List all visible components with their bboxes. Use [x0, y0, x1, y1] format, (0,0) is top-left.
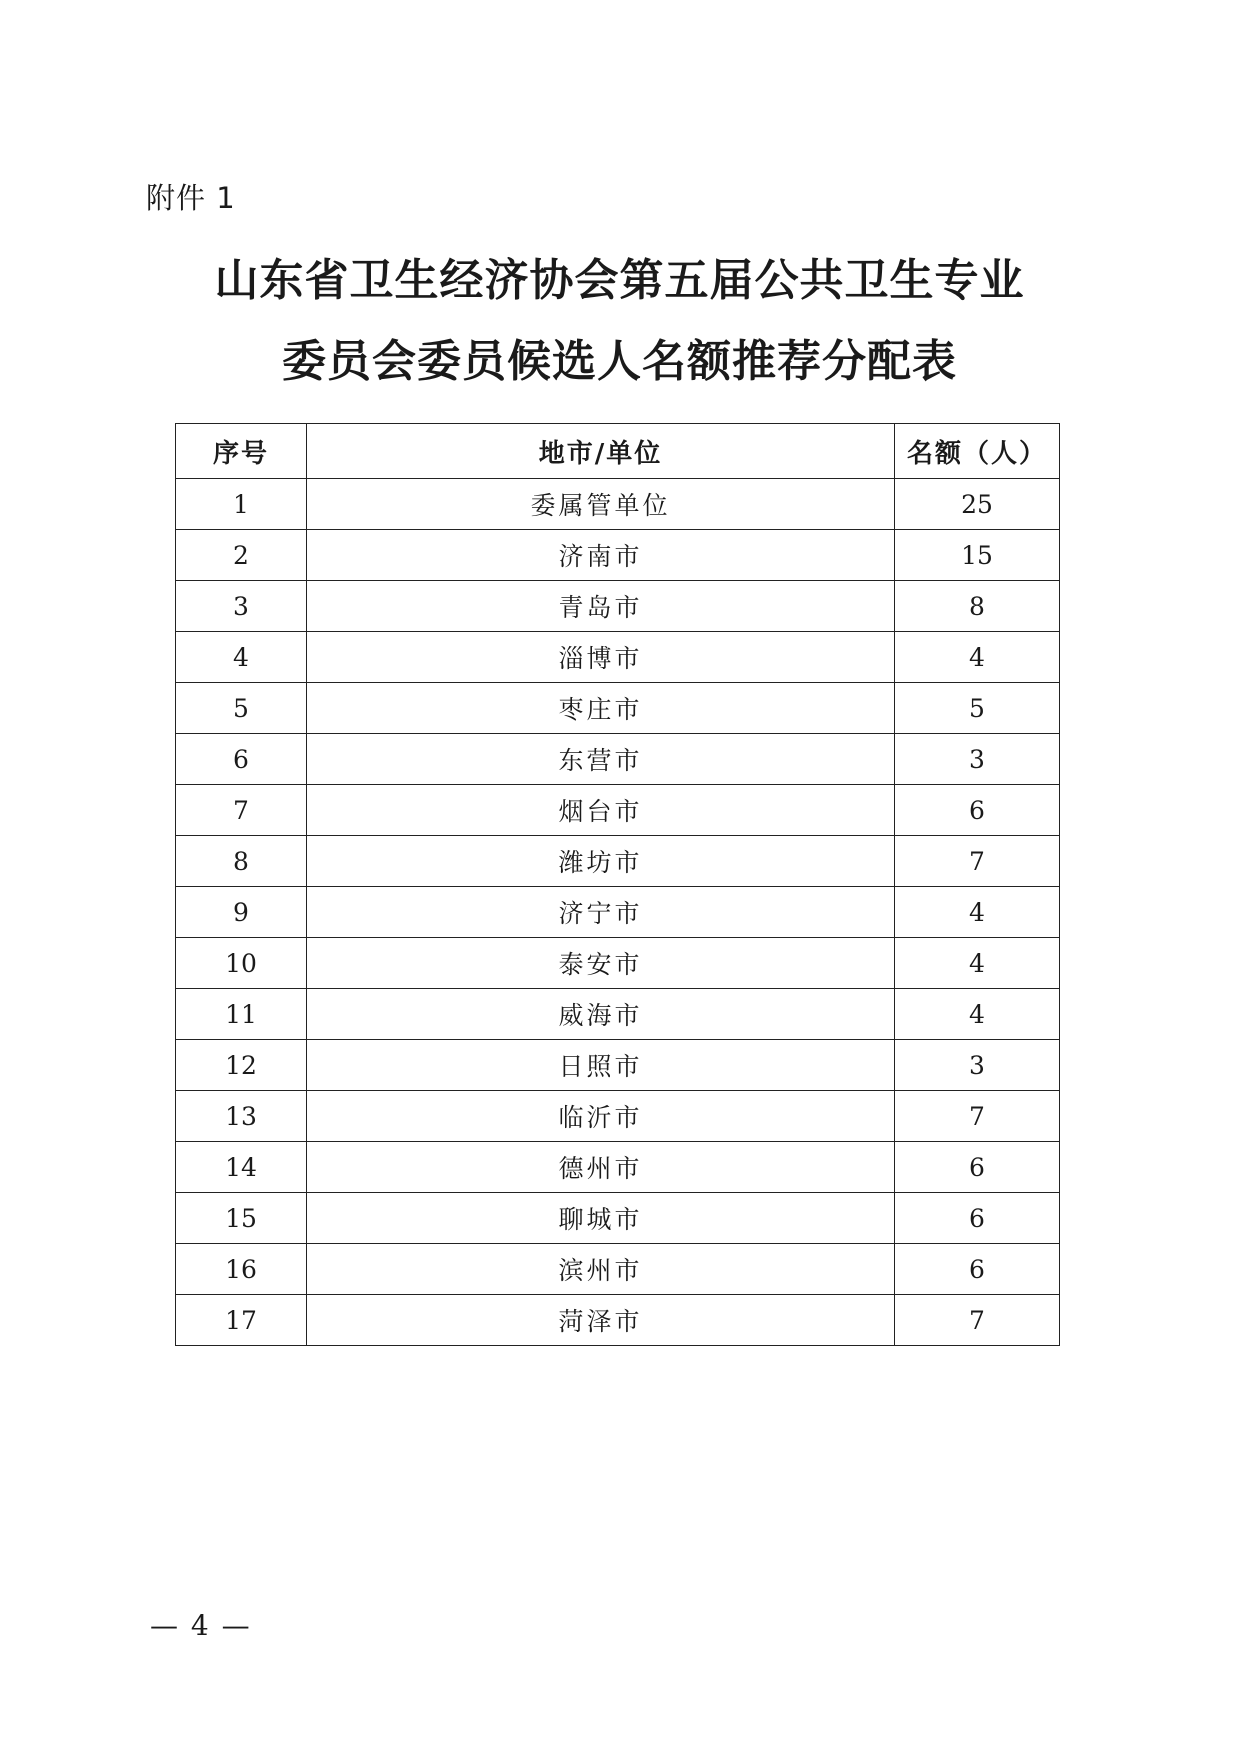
row-quota: 8 [895, 581, 1060, 632]
row-quota: 7 [895, 836, 1060, 887]
table-row [176, 734, 1060, 785]
row-quota: 6 [895, 1244, 1060, 1295]
table-row [176, 887, 1060, 938]
table-row [176, 530, 1060, 581]
table-row [176, 989, 1060, 1040]
row-region: 东营市 [307, 734, 895, 785]
page-number: — 4 — [150, 1609, 252, 1642]
table-row [176, 683, 1060, 734]
attachment-label: 附件 1 [146, 181, 236, 215]
table-row [176, 581, 1060, 632]
row-region: 威海市 [307, 989, 895, 1040]
row-index: 10 [176, 938, 307, 989]
document-title-line-2: 委员会委员候选人名额推荐分配表 [282, 336, 957, 387]
row-region: 日照市 [307, 1040, 895, 1091]
table-row [176, 1040, 1060, 1091]
table-header-row [176, 424, 1060, 479]
row-index: 7 [176, 785, 307, 836]
row-quota: 4 [895, 887, 1060, 938]
table-row [176, 479, 1060, 530]
table-row [176, 1244, 1060, 1295]
row-quota: 4 [895, 989, 1060, 1040]
row-index: 4 [176, 632, 307, 683]
table-row [176, 1142, 1060, 1193]
row-region: 淄博市 [307, 632, 895, 683]
row-quota: 6 [895, 785, 1060, 836]
quota-allocation-table [175, 423, 1060, 1346]
row-region: 潍坊市 [307, 836, 895, 887]
row-region: 济宁市 [307, 887, 895, 938]
row-index: 14 [176, 1142, 307, 1193]
row-region: 枣庄市 [307, 683, 895, 734]
row-quota: 6 [895, 1193, 1060, 1244]
header-region: 地市/单位 [307, 424, 895, 479]
header-index: 序号 [176, 424, 307, 479]
row-index: 3 [176, 581, 307, 632]
row-region: 烟台市 [307, 785, 895, 836]
row-quota: 5 [895, 683, 1060, 734]
row-region: 滨州市 [307, 1244, 895, 1295]
row-region: 聊城市 [307, 1193, 895, 1244]
row-quota: 3 [895, 734, 1060, 785]
table-row [176, 1295, 1060, 1346]
row-index: 8 [176, 836, 307, 887]
table-row [176, 938, 1060, 989]
row-region: 青岛市 [307, 581, 895, 632]
table-row [176, 1193, 1060, 1244]
table-row [176, 836, 1060, 887]
table-row [176, 785, 1060, 836]
row-quota: 4 [895, 938, 1060, 989]
row-quota: 7 [895, 1091, 1060, 1142]
header-quota: 名额（人） [895, 424, 1060, 479]
row-region: 德州市 [307, 1142, 895, 1193]
row-quota: 3 [895, 1040, 1060, 1091]
table-row [176, 632, 1060, 683]
row-index: 16 [176, 1244, 307, 1295]
row-index: 17 [176, 1295, 307, 1346]
row-quota: 15 [895, 530, 1060, 581]
row-index: 12 [176, 1040, 307, 1091]
row-quota: 6 [895, 1142, 1060, 1193]
document-title-line-1: 山东省卫生经济协会第五届公共卫生专业 [214, 255, 1025, 306]
row-index: 13 [176, 1091, 307, 1142]
row-index: 2 [176, 530, 307, 581]
row-region: 济南市 [307, 530, 895, 581]
row-index: 9 [176, 887, 307, 938]
row-region: 临沂市 [307, 1091, 895, 1142]
row-index: 15 [176, 1193, 307, 1244]
row-quota: 25 [895, 479, 1060, 530]
row-index: 1 [176, 479, 307, 530]
row-index: 5 [176, 683, 307, 734]
row-index: 11 [176, 989, 307, 1040]
row-region: 委属管单位 [307, 479, 895, 530]
row-quota: 4 [895, 632, 1060, 683]
row-quota: 7 [895, 1295, 1060, 1346]
row-region: 菏泽市 [307, 1295, 895, 1346]
row-index: 6 [176, 734, 307, 785]
row-region: 泰安市 [307, 938, 895, 989]
table-row [176, 1091, 1060, 1142]
